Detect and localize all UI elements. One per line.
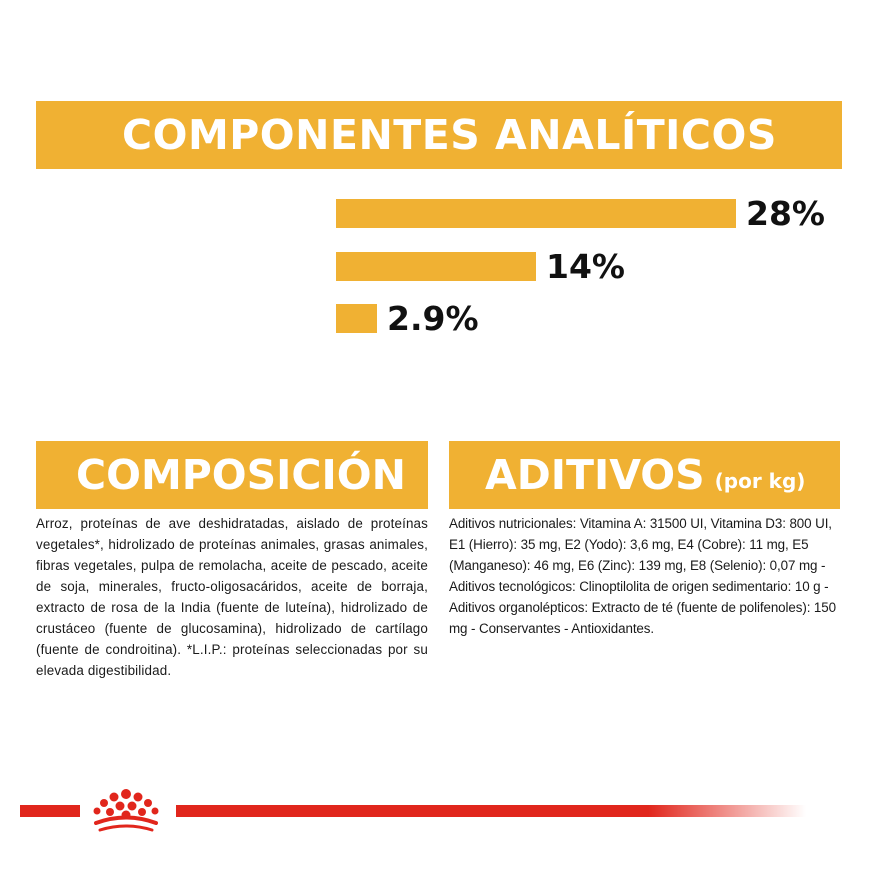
composition-banner [36,441,428,509]
analytic-bar [336,252,536,281]
footer-red-line-left [20,805,80,817]
additives-banner [449,441,840,509]
royal-canin-crown-icon [80,786,172,836]
analytic-bar [336,304,377,333]
analytic-components-banner [36,101,842,169]
analytic-row-value: 28% [746,194,825,233]
composition-title: COMPOSICIÓN [76,451,406,499]
analytic-row-value: 14% [546,247,625,286]
analytic-row-value: 2.9% [387,299,479,338]
additives-text: Aditivos nutricionales: Vitamina A: 31500 UI, Vitamina D3: 800 UI, E1 (Hierro): 35 mg, E2 (Yodo): 3,6 mg, E4 (Cobre): 11 mg, E5 (Manganeso): 46 mg, E6 (Zinc): 139 mg, E8 (Selenio): 0,07 mg - Aditivos tecnológicos: Clinoptilolita de origen sedimentario: 10 g - Aditivos organolépticos: Extracto de té (fuente de polifenoles): 150 mg - Conservantes - Antioxidantes. [449,516,836,636]
composition-text: Arroz, proteínas de ave deshidratadas, aislado de proteínas vegetales*, hidrolizado de proteínas animales, grasas animales, fibras vegetales, pulpa de remolacha, aceite de pescado, aceite de soja, minerales, fructo-oligosacáridos, aceite de borraja, extracto de rosa de la India (fuente de luteína), hidrolizado de crustáceo (fuente de glucosamina), hidrolizado de cartílago (fuente de condroitina). *L.I.P.: proteínas seleccionadas por su elevada digestibilidad. [36,516,428,678]
analytic-bar [336,199,736,228]
footer-red-line-right [176,805,806,817]
additives-subtitle: (por kg) [714,469,806,493]
analytic-components-title: COMPONENTES ANALÍTICOS [122,111,777,159]
additives-title: ADITIVOS [485,451,705,499]
